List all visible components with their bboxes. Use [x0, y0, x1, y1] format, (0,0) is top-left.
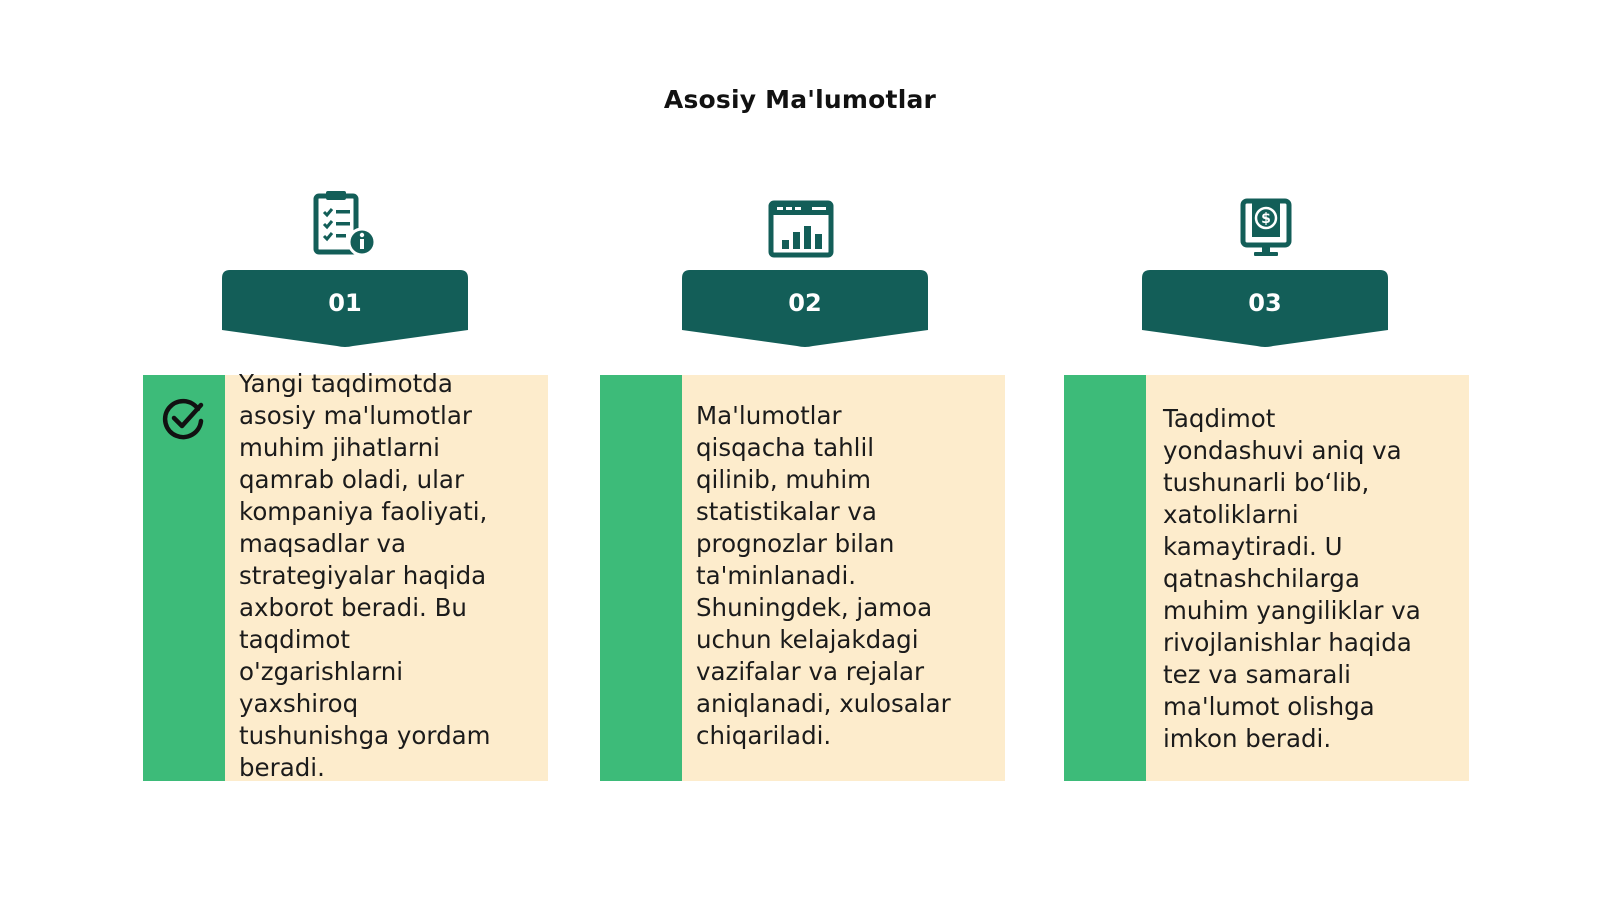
card-accent-bar: [143, 375, 225, 781]
clipboard-checklist-info-icon: [312, 190, 380, 258]
badge-number: 01: [328, 289, 362, 317]
info-card-2: [600, 375, 1005, 781]
badge-number: 02: [788, 289, 822, 317]
info-card-1: [143, 369, 548, 782]
svg-text:$: $: [1261, 211, 1271, 227]
card-accent-bar: [1064, 375, 1146, 781]
check-circle-icon: [161, 395, 207, 445]
badge-01: [222, 270, 468, 350]
badge-02: [682, 270, 928, 350]
badge-number: 03: [1248, 289, 1282, 317]
page-title: Asosiy Ma'lumotlar: [663, 85, 937, 114]
monitor-dollar-icon: [1240, 198, 1292, 258]
card-text: Yangi taqdimotda asosiy ma'lumotlar muhim jihatlarni qamrab oladi, ular kompaniya faoliyati, maqsadlar va strategiyalar haqida axborot beradi. Bu taqdimot o'zgarishlarni yaxshiroq tushunishga yordam beradi.: [239, 369, 491, 782]
bar-chart-window-icon: [768, 200, 834, 258]
badge-03: [1142, 270, 1388, 350]
card-text: Taqdimot yondashuvi aniq va tushunarli bo‘lib, xatoliklarni kamaytiradi. U qatnashchilarga muhim yangiliklar va rivojlanishlar haqida tez va samarali ma'lumot olishga imkon beradi.: [1163, 404, 1421, 753]
card-accent-bar: [600, 375, 682, 781]
card-text: Ma'lumotlar qisqacha tahlil qilinib, muhim statistikalar va prognozlar bilan ta'minlanadi. Shuningdek, jamoa uchun kelajakdagi vazifalar va rejalar aniqlanadi, xulosalar chiqariladi.: [696, 401, 951, 750]
info-card-3: [1064, 375, 1469, 781]
